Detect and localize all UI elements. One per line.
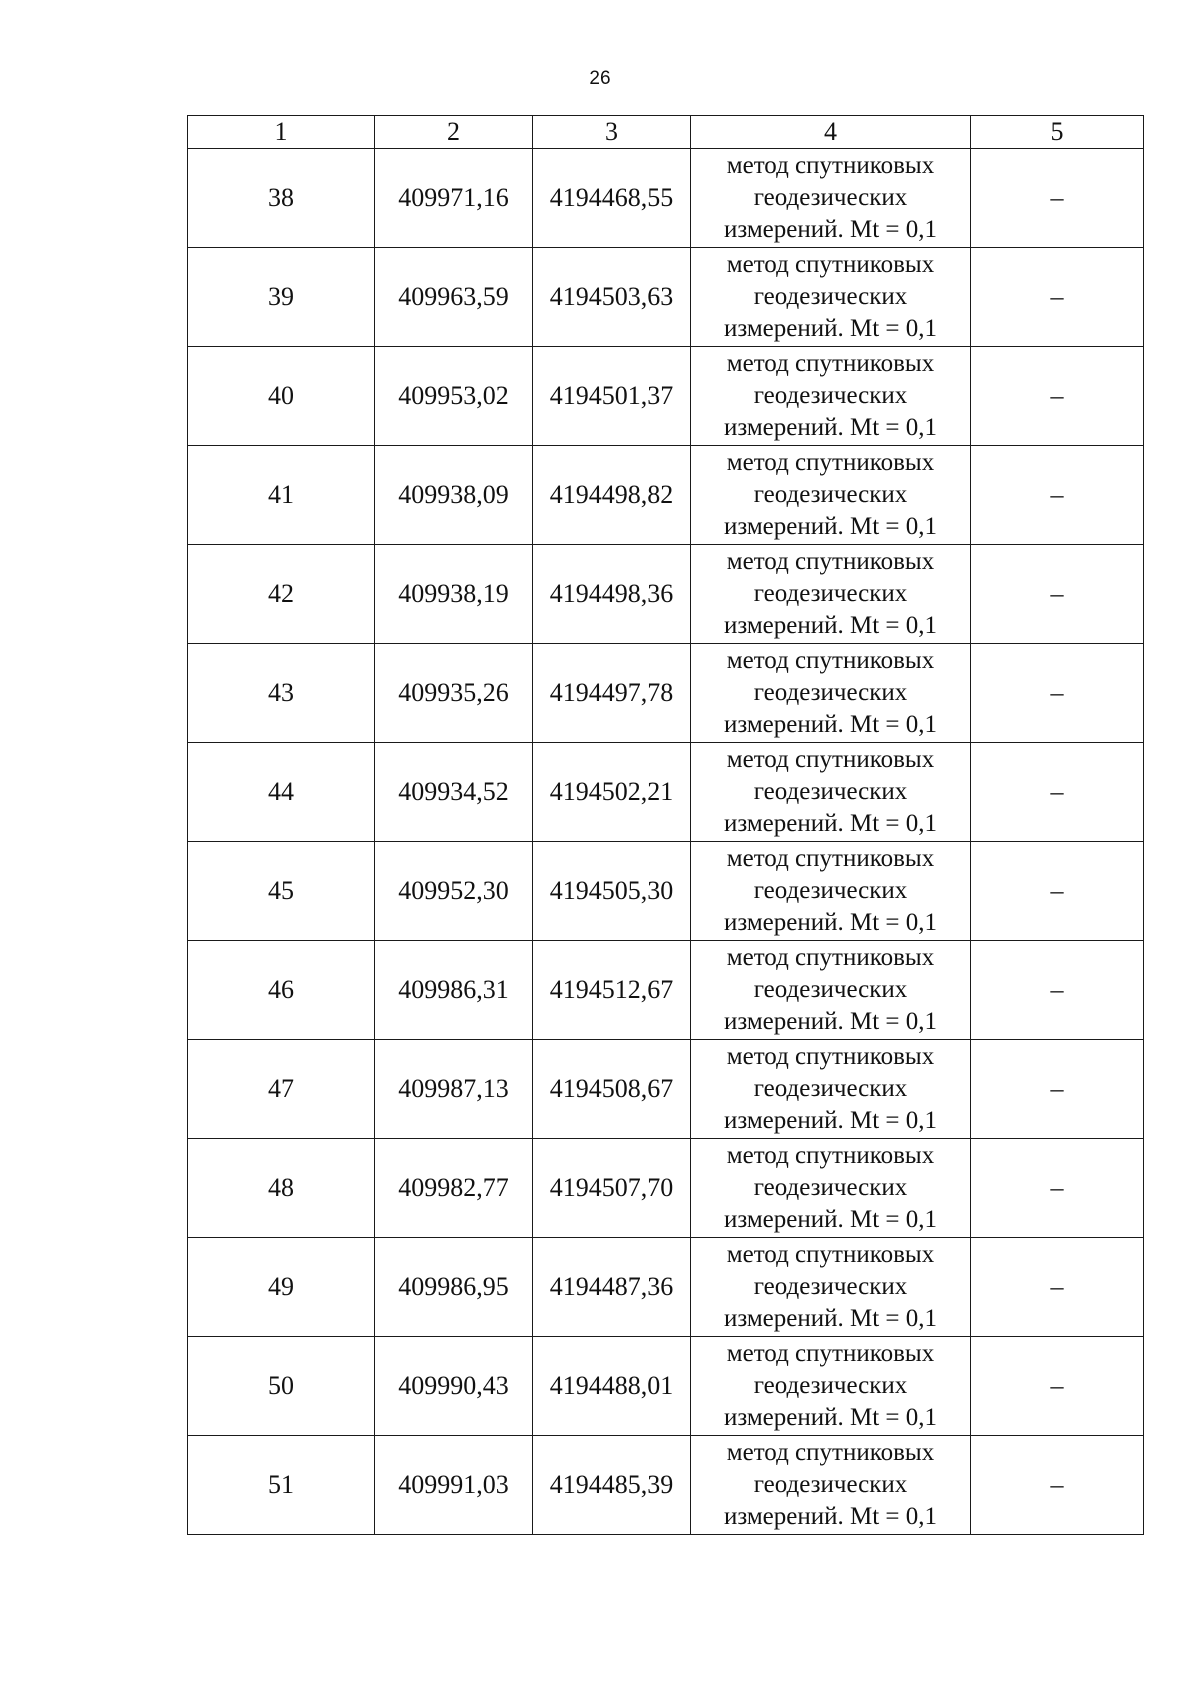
method-line: геодезических bbox=[753, 1075, 908, 1102]
table-row bbox=[188, 1139, 1144, 1238]
method-line: метод спутниковых bbox=[726, 548, 935, 575]
point-number-cell: 48 bbox=[188, 1139, 375, 1238]
table-row bbox=[188, 545, 1144, 644]
method-line: геодезических bbox=[753, 283, 908, 310]
method-line: метод спутниковых bbox=[726, 251, 935, 278]
y-coordinate-cell: 4194505,30 bbox=[533, 842, 691, 941]
x-coordinate-cell: 409986,95 bbox=[375, 1238, 533, 1337]
method-line: геодезических bbox=[753, 382, 908, 409]
y-coordinate-cell: 4194512,67 bbox=[533, 941, 691, 1040]
y-coordinate-cell: 4194502,21 bbox=[533, 743, 691, 842]
table-row bbox=[188, 1436, 1144, 1535]
method-line: геодезических bbox=[753, 976, 908, 1003]
method-line: измерений. Mt = 0,1 bbox=[723, 216, 938, 243]
y-coordinate-cell: 4194503,63 bbox=[533, 248, 691, 347]
method-line: геодезических bbox=[753, 679, 908, 706]
method-cell bbox=[691, 1436, 971, 1535]
method-line: метод спутниковых bbox=[726, 1142, 935, 1169]
method-line: метод спутниковых bbox=[726, 1439, 935, 1466]
method-line: измерений. Mt = 0,1 bbox=[723, 909, 938, 936]
method-cell bbox=[691, 1040, 971, 1139]
x-coordinate-cell: 409971,16 bbox=[375, 149, 533, 248]
y-coordinate-cell: 4194498,82 bbox=[533, 446, 691, 545]
method-cell bbox=[691, 446, 971, 545]
method-line: геодезических bbox=[753, 1174, 908, 1201]
method-line: метод спутниковых bbox=[726, 449, 935, 476]
x-coordinate-cell: 409935,26 bbox=[375, 644, 533, 743]
method-line: геодезических bbox=[753, 580, 908, 607]
point-number-cell: 46 bbox=[188, 941, 375, 1040]
method-line: измерений. Mt = 0,1 bbox=[723, 315, 938, 342]
table-row bbox=[188, 743, 1144, 842]
method-line: геодезических bbox=[753, 778, 908, 805]
point-number-cell: 49 bbox=[188, 1238, 375, 1337]
method-line: измерений. Mt = 0,1 bbox=[723, 1404, 938, 1431]
header-col-4: 4 bbox=[691, 116, 971, 149]
note-cell: – bbox=[971, 149, 1144, 248]
x-coordinate-cell: 409938,09 bbox=[375, 446, 533, 545]
method-line: измерений. Mt = 0,1 bbox=[723, 513, 938, 540]
note-cell: – bbox=[971, 1139, 1144, 1238]
note-cell: – bbox=[971, 1040, 1144, 1139]
x-coordinate-cell: 409982,77 bbox=[375, 1139, 533, 1238]
header-col-3: 3 bbox=[533, 116, 691, 149]
method-line: геодезических bbox=[753, 481, 908, 508]
method-line: измерений. Mt = 0,1 bbox=[723, 612, 938, 639]
table-row bbox=[188, 1040, 1144, 1139]
method-line: измерений. Mt = 0,1 bbox=[723, 1008, 938, 1035]
table-row bbox=[188, 446, 1144, 545]
method-line: метод спутниковых bbox=[726, 152, 935, 179]
method-cell bbox=[691, 1139, 971, 1238]
method-line: метод спутниковых bbox=[726, 944, 935, 971]
coordinates-table bbox=[187, 115, 1144, 1535]
note-cell: – bbox=[971, 1238, 1144, 1337]
table-row bbox=[188, 644, 1144, 743]
method-line: метод спутниковых bbox=[726, 746, 935, 773]
y-coordinate-cell: 4194488,01 bbox=[533, 1337, 691, 1436]
note-cell: – bbox=[971, 248, 1144, 347]
method-line: измерений. Mt = 0,1 bbox=[723, 810, 938, 837]
method-line: измерений. Mt = 0,1 bbox=[723, 711, 938, 738]
y-coordinate-cell: 4194507,70 bbox=[533, 1139, 691, 1238]
point-number-cell: 47 bbox=[188, 1040, 375, 1139]
method-cell bbox=[691, 743, 971, 842]
method-cell bbox=[691, 644, 971, 743]
y-coordinate-cell: 4194501,37 bbox=[533, 347, 691, 446]
x-coordinate-cell: 409952,30 bbox=[375, 842, 533, 941]
note-cell: – bbox=[971, 941, 1144, 1040]
x-coordinate-cell: 409986,31 bbox=[375, 941, 533, 1040]
table-row bbox=[188, 1337, 1144, 1436]
point-number-cell: 40 bbox=[188, 347, 375, 446]
header-col-1: 1 bbox=[188, 116, 375, 149]
table-header bbox=[188, 116, 1144, 149]
y-coordinate-cell: 4194468,55 bbox=[533, 149, 691, 248]
note-cell: – bbox=[971, 743, 1144, 842]
y-coordinate-cell: 4194508,67 bbox=[533, 1040, 691, 1139]
table-row bbox=[188, 248, 1144, 347]
note-cell: – bbox=[971, 1436, 1144, 1535]
point-number-cell: 39 bbox=[188, 248, 375, 347]
x-coordinate-cell: 409990,43 bbox=[375, 1337, 533, 1436]
table-row bbox=[188, 347, 1144, 446]
y-coordinate-cell: 4194497,78 bbox=[533, 644, 691, 743]
method-line: геодезических bbox=[753, 184, 908, 211]
point-number-cell: 43 bbox=[188, 644, 375, 743]
table-row bbox=[188, 941, 1144, 1040]
method-line: измерений. Mt = 0,1 bbox=[723, 1305, 938, 1332]
method-line: геодезических bbox=[753, 1372, 908, 1399]
note-cell: – bbox=[971, 446, 1144, 545]
method-line: метод спутниковых bbox=[726, 845, 935, 872]
y-coordinate-cell: 4194487,36 bbox=[533, 1238, 691, 1337]
point-number-cell: 42 bbox=[188, 545, 375, 644]
point-number-cell: 50 bbox=[188, 1337, 375, 1436]
table-body bbox=[188, 149, 1144, 1535]
method-line: измерений. Mt = 0,1 bbox=[723, 414, 938, 441]
header-col-2: 2 bbox=[375, 116, 533, 149]
method-cell bbox=[691, 545, 971, 644]
note-cell: – bbox=[971, 545, 1144, 644]
method-line: измерений. Mt = 0,1 bbox=[723, 1107, 938, 1134]
header-col-5: 5 bbox=[971, 116, 1144, 149]
method-line: геодезических bbox=[753, 1273, 908, 1300]
point-number-cell: 45 bbox=[188, 842, 375, 941]
y-coordinate-cell: 4194485,39 bbox=[533, 1436, 691, 1535]
note-cell: – bbox=[971, 842, 1144, 941]
x-coordinate-cell: 409963,59 bbox=[375, 248, 533, 347]
method-cell bbox=[691, 1337, 971, 1436]
note-cell: – bbox=[971, 347, 1144, 446]
method-cell bbox=[691, 941, 971, 1040]
header-row bbox=[188, 116, 1144, 149]
table-row bbox=[188, 149, 1144, 248]
method-cell bbox=[691, 347, 971, 446]
x-coordinate-cell: 409991,03 bbox=[375, 1436, 533, 1535]
method-line: метод спутниковых bbox=[726, 1043, 935, 1070]
method-line: измерений. Mt = 0,1 bbox=[723, 1503, 938, 1530]
y-coordinate-cell: 4194498,36 bbox=[533, 545, 691, 644]
method-line: метод спутниковых bbox=[726, 1340, 935, 1367]
method-line: геодезических bbox=[753, 1471, 908, 1498]
x-coordinate-cell: 409987,13 bbox=[375, 1040, 533, 1139]
method-line: метод спутниковых bbox=[726, 350, 935, 377]
table-row bbox=[188, 842, 1144, 941]
method-cell bbox=[691, 842, 971, 941]
page-number: 26 bbox=[589, 68, 611, 89]
method-cell bbox=[691, 248, 971, 347]
x-coordinate-cell: 409934,52 bbox=[375, 743, 533, 842]
method-line: метод спутниковых bbox=[726, 647, 935, 674]
table-row bbox=[188, 1238, 1144, 1337]
note-cell: – bbox=[971, 644, 1144, 743]
x-coordinate-cell: 409938,19 bbox=[375, 545, 533, 644]
method-line: измерений. Mt = 0,1 bbox=[723, 1206, 938, 1233]
method-cell bbox=[691, 149, 971, 248]
point-number-cell: 41 bbox=[188, 446, 375, 545]
method-line: метод спутниковых bbox=[726, 1241, 935, 1268]
point-number-cell: 51 bbox=[188, 1436, 375, 1535]
x-coordinate-cell: 409953,02 bbox=[375, 347, 533, 446]
point-number-cell: 38 bbox=[188, 149, 375, 248]
method-line: геодезических bbox=[753, 877, 908, 904]
note-cell: – bbox=[971, 1337, 1144, 1436]
point-number-cell: 44 bbox=[188, 743, 375, 842]
method-cell bbox=[691, 1238, 971, 1337]
